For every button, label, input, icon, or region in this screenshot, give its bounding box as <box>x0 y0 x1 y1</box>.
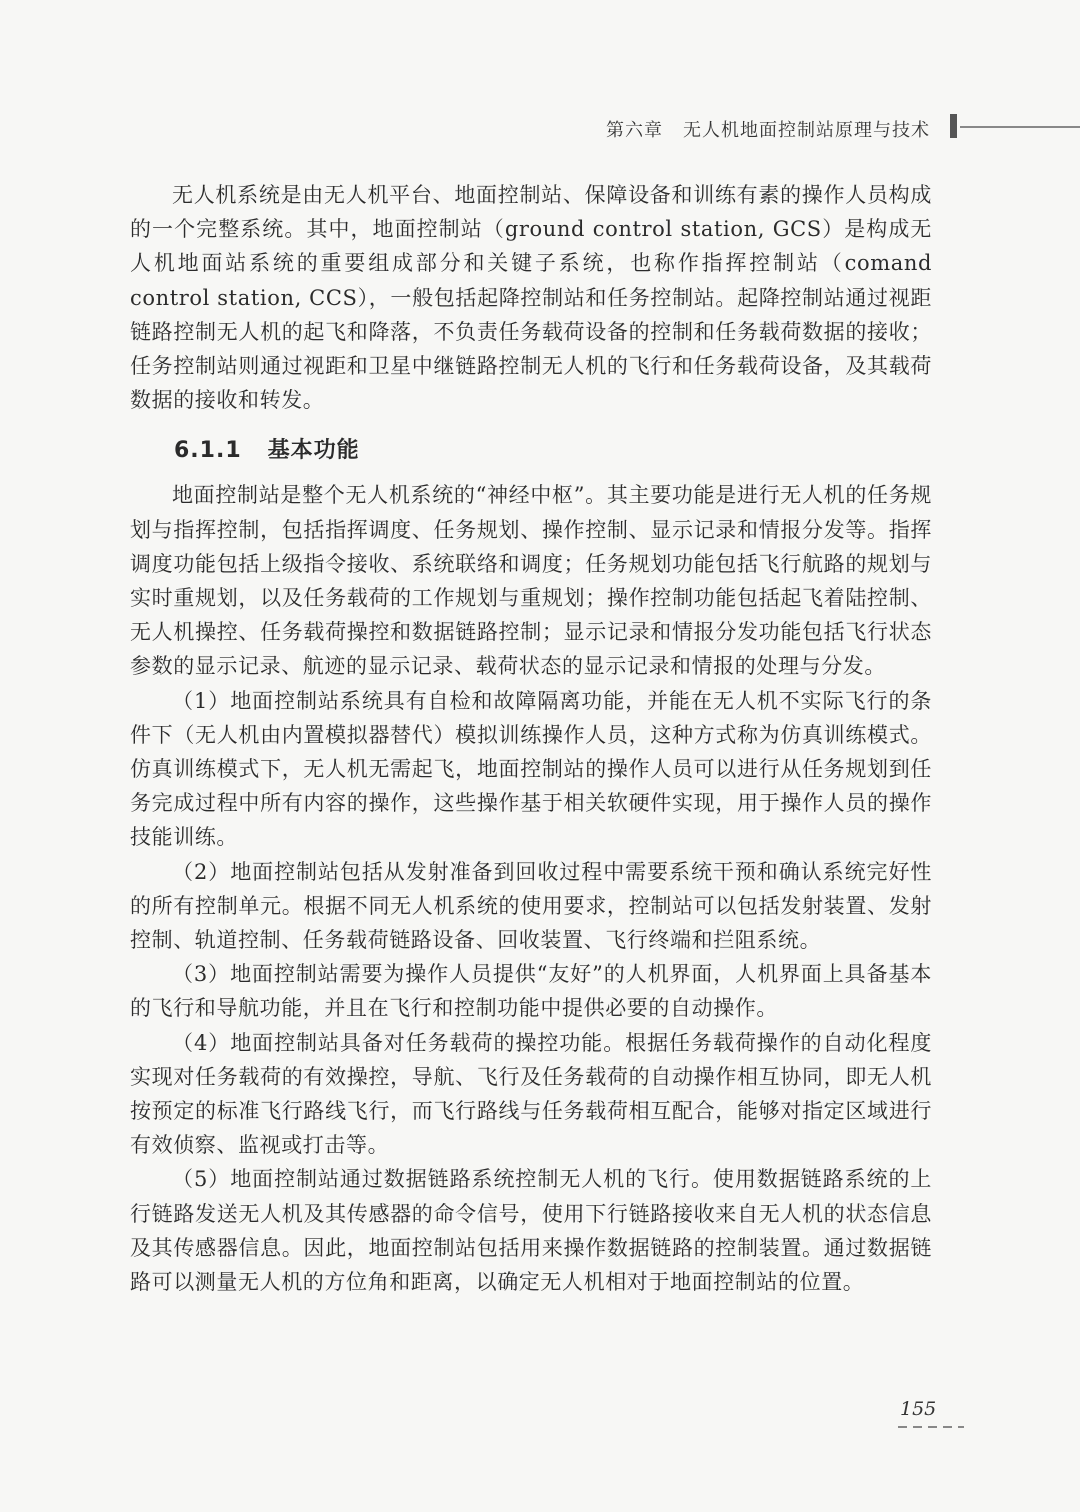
intro-paragraph: 无人机系统是由无人机平台、地面控制站、保障设备和训练有素的操作人员构成的一个完整系统。其中，地面控制站（ground control station, GCS）是构成无人机地面站系统的重要组成部分和关键子系统，也称作指挥控制站（comand control station, CCS），一般包括起降控制站和任务控制站。起降控制站通过视距链路控制无人机的起飞和降落，不负责任务载荷设备的控制和任务载荷数据的接收；任务控制站则通过视距和卫星中继链路控制无人机的飞行和任务载荷设备，及其载荷数据的接收和转发。 <box>130 183 932 413</box>
list-item-paragraph: （4）地面控制站具备对任务载荷的操控功能。根据任务载荷操作的自动化程度实现对任务载荷的有效操控，导航、飞行及任务载荷的自动操作相互协同，即无人机按预定的标准飞行路线飞行，而飞行路线与任务载荷相互配合，能够对指定区域进行有效侦察、监视或打击等。 <box>130 1030 932 1158</box>
header-rule <box>960 126 1080 128</box>
list-item-paragraph: （1）地面控制站系统具有自检和故障隔离功能，并能在无人机不实际飞行的条件下（无人机由内置模拟器替代）模拟训练操作人员，这种方式称为仿真训练模式。仿真训练模式下，无人机无需起飞，地面控制站的操作人员可以进行从任务规划到任务完成过程中所有内容的操作，这些操作基于相关软硬件实现，用于操作人员的操作技能训练。 <box>130 688 932 850</box>
page-body <box>130 178 932 1299</box>
header-bar-mark <box>950 114 957 138</box>
page-number: 155 <box>900 1398 937 1420</box>
list-item-paragraph: （5）地面控制站通过数据链路系统控制无人机的飞行。使用数据链路系统的上行链路发送无人机及其传感器的命令信号，使用下行链路接收来自无人机的状态信息及其传感器信息。因此，地面控制站包括用来操作数据链路的控制装置。通过数据链路可以测量无人机的方位角和距离，以确定无人机相对于地面控制站的位置。 <box>130 1167 932 1295</box>
page-number-dashes <box>898 1426 964 1428</box>
running-header <box>560 116 930 142</box>
chapter-label: 第六章 <box>606 120 663 141</box>
list-item-paragraph: （2）地面控制站包括从发射准备到回收过程中需要系统干预和确认系统完好性的所有控制单元。根据不同无人机系统的使用要求，控制站可以包括发射装置、发射控制、轨道控制、任务载荷链路设备、回收装置、飞行终端和拦阻系统。 <box>130 859 932 953</box>
list-item-paragraph: （3）地面控制站需要为操作人员提供“友好”的人机界面，人机界面上具备基本的飞行和导航功能，并且在飞行和控制功能中提供必要的自动操作。 <box>130 962 932 1021</box>
section-heading <box>130 433 932 464</box>
chapter-title: 无人机地面控制站原理与技术 <box>683 120 930 141</box>
section-title: 基本功能 <box>267 438 360 464</box>
body-paragraph: 地面控制站是整个无人机系统的“神经中枢”。其主要功能是进行无人机的任务规划与指挥控制，包括指挥调度、任务规划、操作控制、显示记录和情报分发等。指挥调度功能包括上级指令接收、系统联络和调度；任务规划功能包括飞行航路的规划与实时重规划，以及任务载荷的工作规划与重规划；操作控制功能包括起飞着陆控制、无人机操控、任务载荷操控和数据链路控制；显示记录和情报分发功能包括飞行状态参数的显示记录、航迹的显示记录、载荷状态的显示记录和情报的处理与分发。 <box>130 483 932 679</box>
section-number: 6.1.1 <box>174 438 242 464</box>
